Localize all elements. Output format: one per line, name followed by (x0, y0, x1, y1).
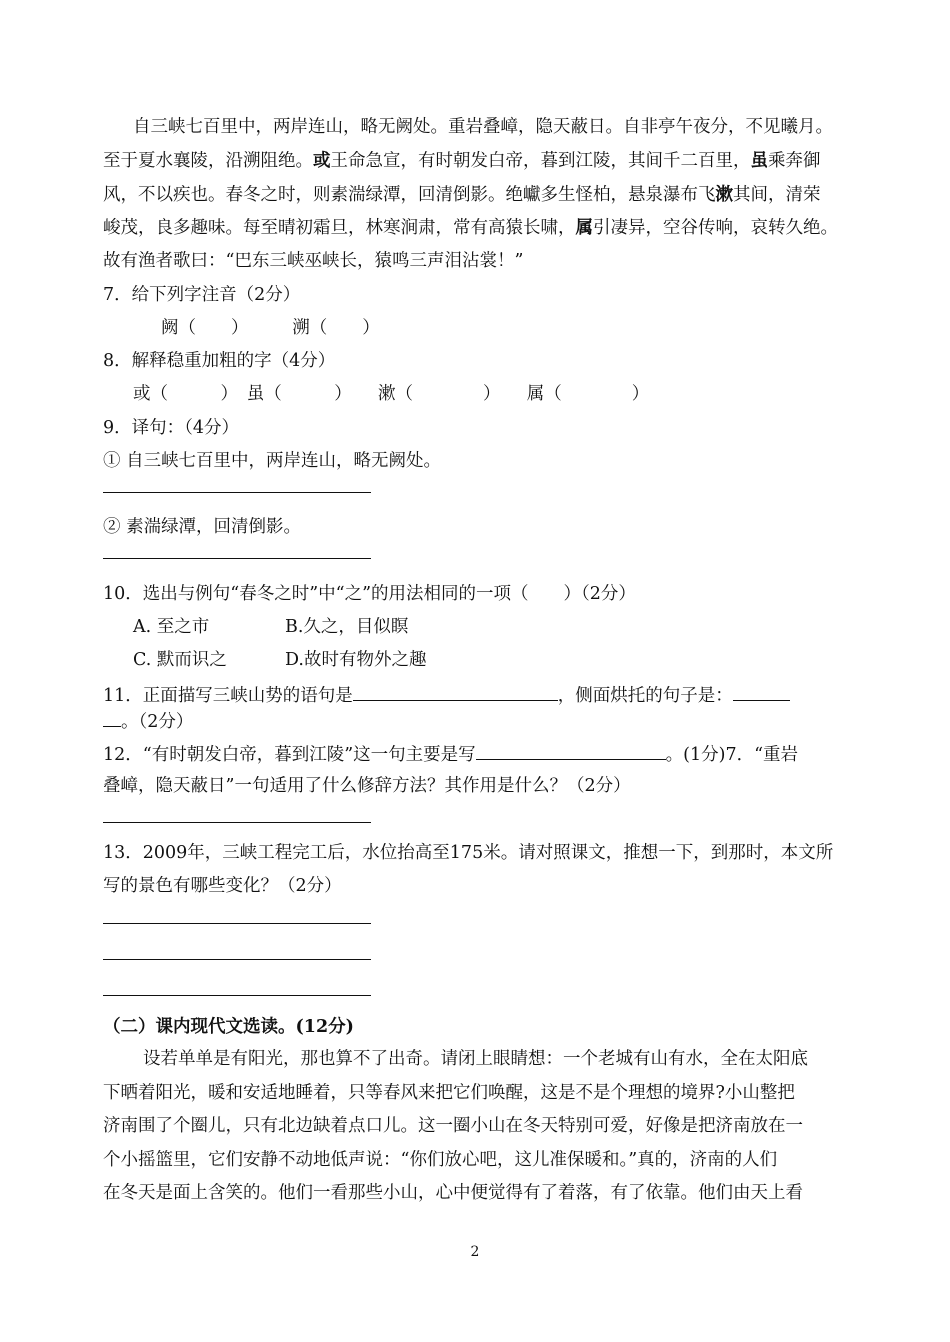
q8-items: 或（ ） 虽（ ） 漱（ ） 属（ ） (133, 384, 650, 404)
q12-line-2: 叠嶂，隐天蔽日”一句适用了什么修辞方法？其作用是什么？（2分） (103, 776, 631, 796)
q9-sentence-1: ① 自三峡七百里中，两岸连山，略无阙处。 (103, 451, 442, 471)
bold-char-zhu: 属 (575, 218, 593, 238)
fill-blank (353, 682, 558, 701)
q11-line-1: 11．正面描写三峡山势的语句是 ，侧面烘托的句子是： (103, 682, 790, 708)
answer-line (103, 822, 371, 823)
fill-blank (733, 682, 790, 701)
q10-option-b: B.久之，目似瞑 (285, 617, 409, 637)
q10-option-c: C. 默而识之 (133, 650, 227, 670)
q9-sentence-2: ② 素湍绿潭，回清倒影。 (103, 517, 302, 537)
fill-blank (476, 741, 666, 760)
passage2-line-4: 个小摇篮里，它们安静不动地低声说：“你们放心吧，这儿准保暖和。”真的，济南的人们 (103, 1150, 778, 1170)
passage1-line-5: 故有渔者歌曰：“巴东三峡巫峡长，猿鸣三声泪沾裳！” (103, 251, 524, 271)
q10-title: 10．选出与例句“春冬之时”中“之”的用法相同的一项（ ）（2分） (103, 584, 636, 604)
answer-line (103, 558, 371, 559)
q7-title: 7．给下列字注音（2分） (103, 285, 301, 305)
passage2-line-2: 下晒着阳光，暖和安适地睡着，只等春风来把它们唤醒，这是不是个理想的境界?小山整把 (103, 1083, 795, 1103)
bold-char-huo: 或 (313, 151, 331, 171)
q11-line-2: 。（2分） (103, 708, 193, 734)
q12-line-1: 12．“有时朝发白帝，暮到江陵”这一句主要是写 。(1分)7．“重岩 (103, 741, 798, 767)
passage1-line-2: 至于夏水襄陵，沿溯阻绝。或王命急宣，有时朝发白帝，暮到江陵，其间千二百里，虽乘奔御 (103, 151, 821, 171)
answer-line (103, 492, 371, 493)
passage2-line-5: 在冬天是面上含笑的。他们一看那些小山，心中便觉得有了着落，有了依靠。他们由天上看 (103, 1183, 803, 1203)
passage2-line-3: 济南围了个圈儿，只有北边缺着点口儿。这一圈小山在冬天特别可爱，好像是把济南放在一 (103, 1116, 803, 1136)
passage2-line-1: 设若单单是有阳光，那也算不了出奇。请闭上眼睛想：一个老城有山有水，全在太阳底 (143, 1049, 808, 1069)
q10-option-a: A. 至之市 (133, 617, 210, 637)
fill-blank (103, 708, 121, 727)
passage1-line-1: 自三峡七百里中，两岸连山，略无阙处。重岩叠嶂，隐天蔽日。自非亭午夜分，不见曦月。 (133, 117, 833, 137)
answer-line (103, 995, 371, 996)
answer-line (103, 923, 371, 924)
passage1-line-3: 风，不以疾也。春冬之时，则素湍绿潭，回清倒影。绝巘多生怪柏，悬泉瀑布飞漱其间，清荣 (103, 185, 821, 205)
bold-char-sui: 虽 (750, 151, 768, 171)
q13-line-1: 13．2009年，三峡工程完工后，水位抬高至175米。请对照课文，推想一下，到那时，本文所 (103, 843, 834, 863)
q9-title: 9．译句：（4分） (103, 418, 240, 438)
passage1-line-4: 峻茂，良多趣味。每至晴初霜旦，林寒涧肃，常有高猿长啸，属引凄异，空谷传响，哀转久绝。 (103, 218, 838, 238)
q8-title: 8．解释稳重加粗的字（4分） (103, 351, 336, 371)
q7-items: 阙（ ） 溯（ ） (161, 318, 380, 338)
answer-line (103, 959, 371, 960)
page-number: 2 (470, 1244, 480, 1260)
q10-option-d: D.故时有物外之趣 (285, 650, 427, 670)
q13-line-2: 写的景色有哪些变化？（2分） (103, 876, 342, 896)
section-heading: （二）课内现代文选读。(12分) (103, 1017, 354, 1037)
bold-char-shu: 漱 (715, 185, 733, 205)
